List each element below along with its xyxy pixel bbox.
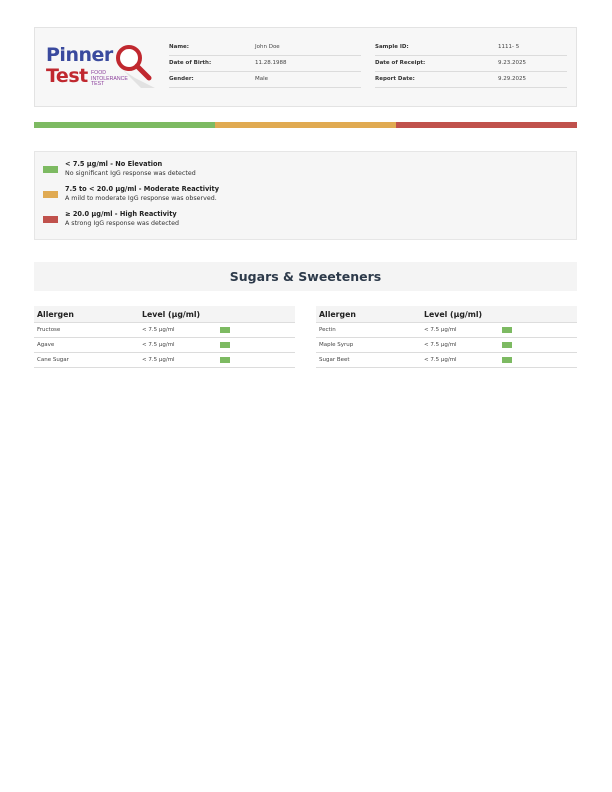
status-indicator-icon	[502, 357, 512, 363]
header-allergen: Allergen	[319, 310, 356, 319]
allergen-level: < 7.5 µg/ml	[424, 327, 457, 333]
gender-label: Gender:	[169, 76, 194, 82]
receipt-date-label: Date of Receipt:	[375, 60, 426, 66]
allergen-name: Pectin	[319, 327, 336, 333]
allergen-level: < 7.5 µg/ml	[424, 342, 457, 348]
status-indicator-icon	[220, 342, 230, 348]
section-title: Sugars & Sweeteners	[229, 269, 382, 284]
allergen-name: Agave	[37, 342, 55, 348]
logo-sub-test: TEST	[91, 81, 105, 88]
section-header	[34, 262, 577, 291]
report-header	[34, 27, 577, 107]
reactivity-legend	[34, 151, 577, 240]
allergen-level: < 7.5 µg/ml	[142, 327, 175, 333]
dob-value: 11.28.1988	[255, 60, 287, 66]
info-row-dob	[169, 56, 361, 72]
logo-sub-intolerance: INTOLERANCE	[91, 75, 128, 82]
logo-text-pinner: Pinner	[46, 44, 113, 66]
legend-desc: A strong IgG response was detected	[65, 220, 179, 227]
sample-id-value: 1111- 5	[498, 44, 520, 50]
allergen-table-right	[316, 306, 577, 368]
table-row	[316, 338, 577, 353]
allergen-name: Cane Sugar	[37, 357, 69, 363]
info-row-gender	[169, 72, 361, 88]
allergen-level: < 7.5 µg/ml	[142, 357, 175, 363]
patient-info-left	[169, 40, 361, 88]
table-row	[34, 323, 295, 338]
receipt-date-value: 9.23.2025	[498, 60, 526, 66]
status-indicator-icon	[502, 342, 512, 348]
status-indicator-icon	[220, 327, 230, 333]
table-row	[34, 353, 295, 368]
legend-desc: No significant IgG response was detected	[65, 170, 196, 177]
table-row	[316, 323, 577, 338]
sample-id-label: Sample ID:	[375, 44, 409, 50]
patient-info-right	[375, 40, 567, 88]
allergen-level: < 7.5 µg/ml	[424, 357, 457, 363]
legend-item-no-elevation	[43, 160, 543, 182]
table-header	[34, 306, 295, 323]
report-date-value: 9.29.2025	[498, 76, 526, 82]
dob-label: Date of Birth:	[169, 60, 212, 66]
severity-segment-green	[34, 122, 215, 128]
header-level: Level (µg/ml)	[142, 310, 201, 319]
green-swatch-icon	[43, 166, 58, 173]
legend-item-high	[43, 210, 543, 232]
orange-swatch-icon	[43, 191, 58, 198]
status-indicator-icon	[220, 357, 230, 363]
legend-title: ≥ 20.0 µg/ml - High Reactivity	[65, 210, 177, 218]
info-row-report-date	[375, 72, 567, 88]
severity-color-bar	[34, 122, 577, 128]
logo-sub-food: FOOD	[91, 70, 106, 76]
table-header	[316, 306, 577, 323]
allergen-name: Sugar Beet	[319, 357, 350, 363]
header-allergen: Allergen	[37, 310, 74, 319]
severity-segment-red	[396, 122, 577, 128]
legend-desc: A mild to moderate IgG response was observed.	[65, 195, 217, 202]
pinner-test-logo	[45, 42, 160, 94]
allergen-name: Fructose	[37, 327, 61, 333]
name-label: Name:	[169, 44, 189, 50]
status-indicator-icon	[502, 327, 512, 333]
table-row	[34, 338, 295, 353]
report-date-label: Report Date:	[375, 76, 415, 82]
magnifier-icon	[115, 44, 157, 88]
allergen-name: Maple Syrup	[319, 342, 354, 348]
logo-text-test: Test	[46, 65, 88, 87]
gender-value: Male	[255, 76, 269, 82]
legend-title: < 7.5 µg/ml - No Elevation	[65, 160, 163, 168]
severity-segment-orange	[215, 122, 396, 128]
header-level: Level (µg/ml)	[424, 310, 483, 319]
allergen-level: < 7.5 µg/ml	[142, 342, 175, 348]
table-row	[316, 353, 577, 368]
info-row-receipt-date	[375, 56, 567, 72]
allergen-table-left	[34, 306, 295, 368]
legend-title: 7.5 to < 20.0 µg/ml - Moderate Reactivity	[65, 185, 220, 193]
name-value: John Doe	[255, 44, 280, 50]
info-row-name	[169, 40, 361, 56]
red-swatch-icon	[43, 216, 58, 223]
legend-item-moderate	[43, 185, 543, 207]
info-row-sample-id	[375, 40, 567, 56]
